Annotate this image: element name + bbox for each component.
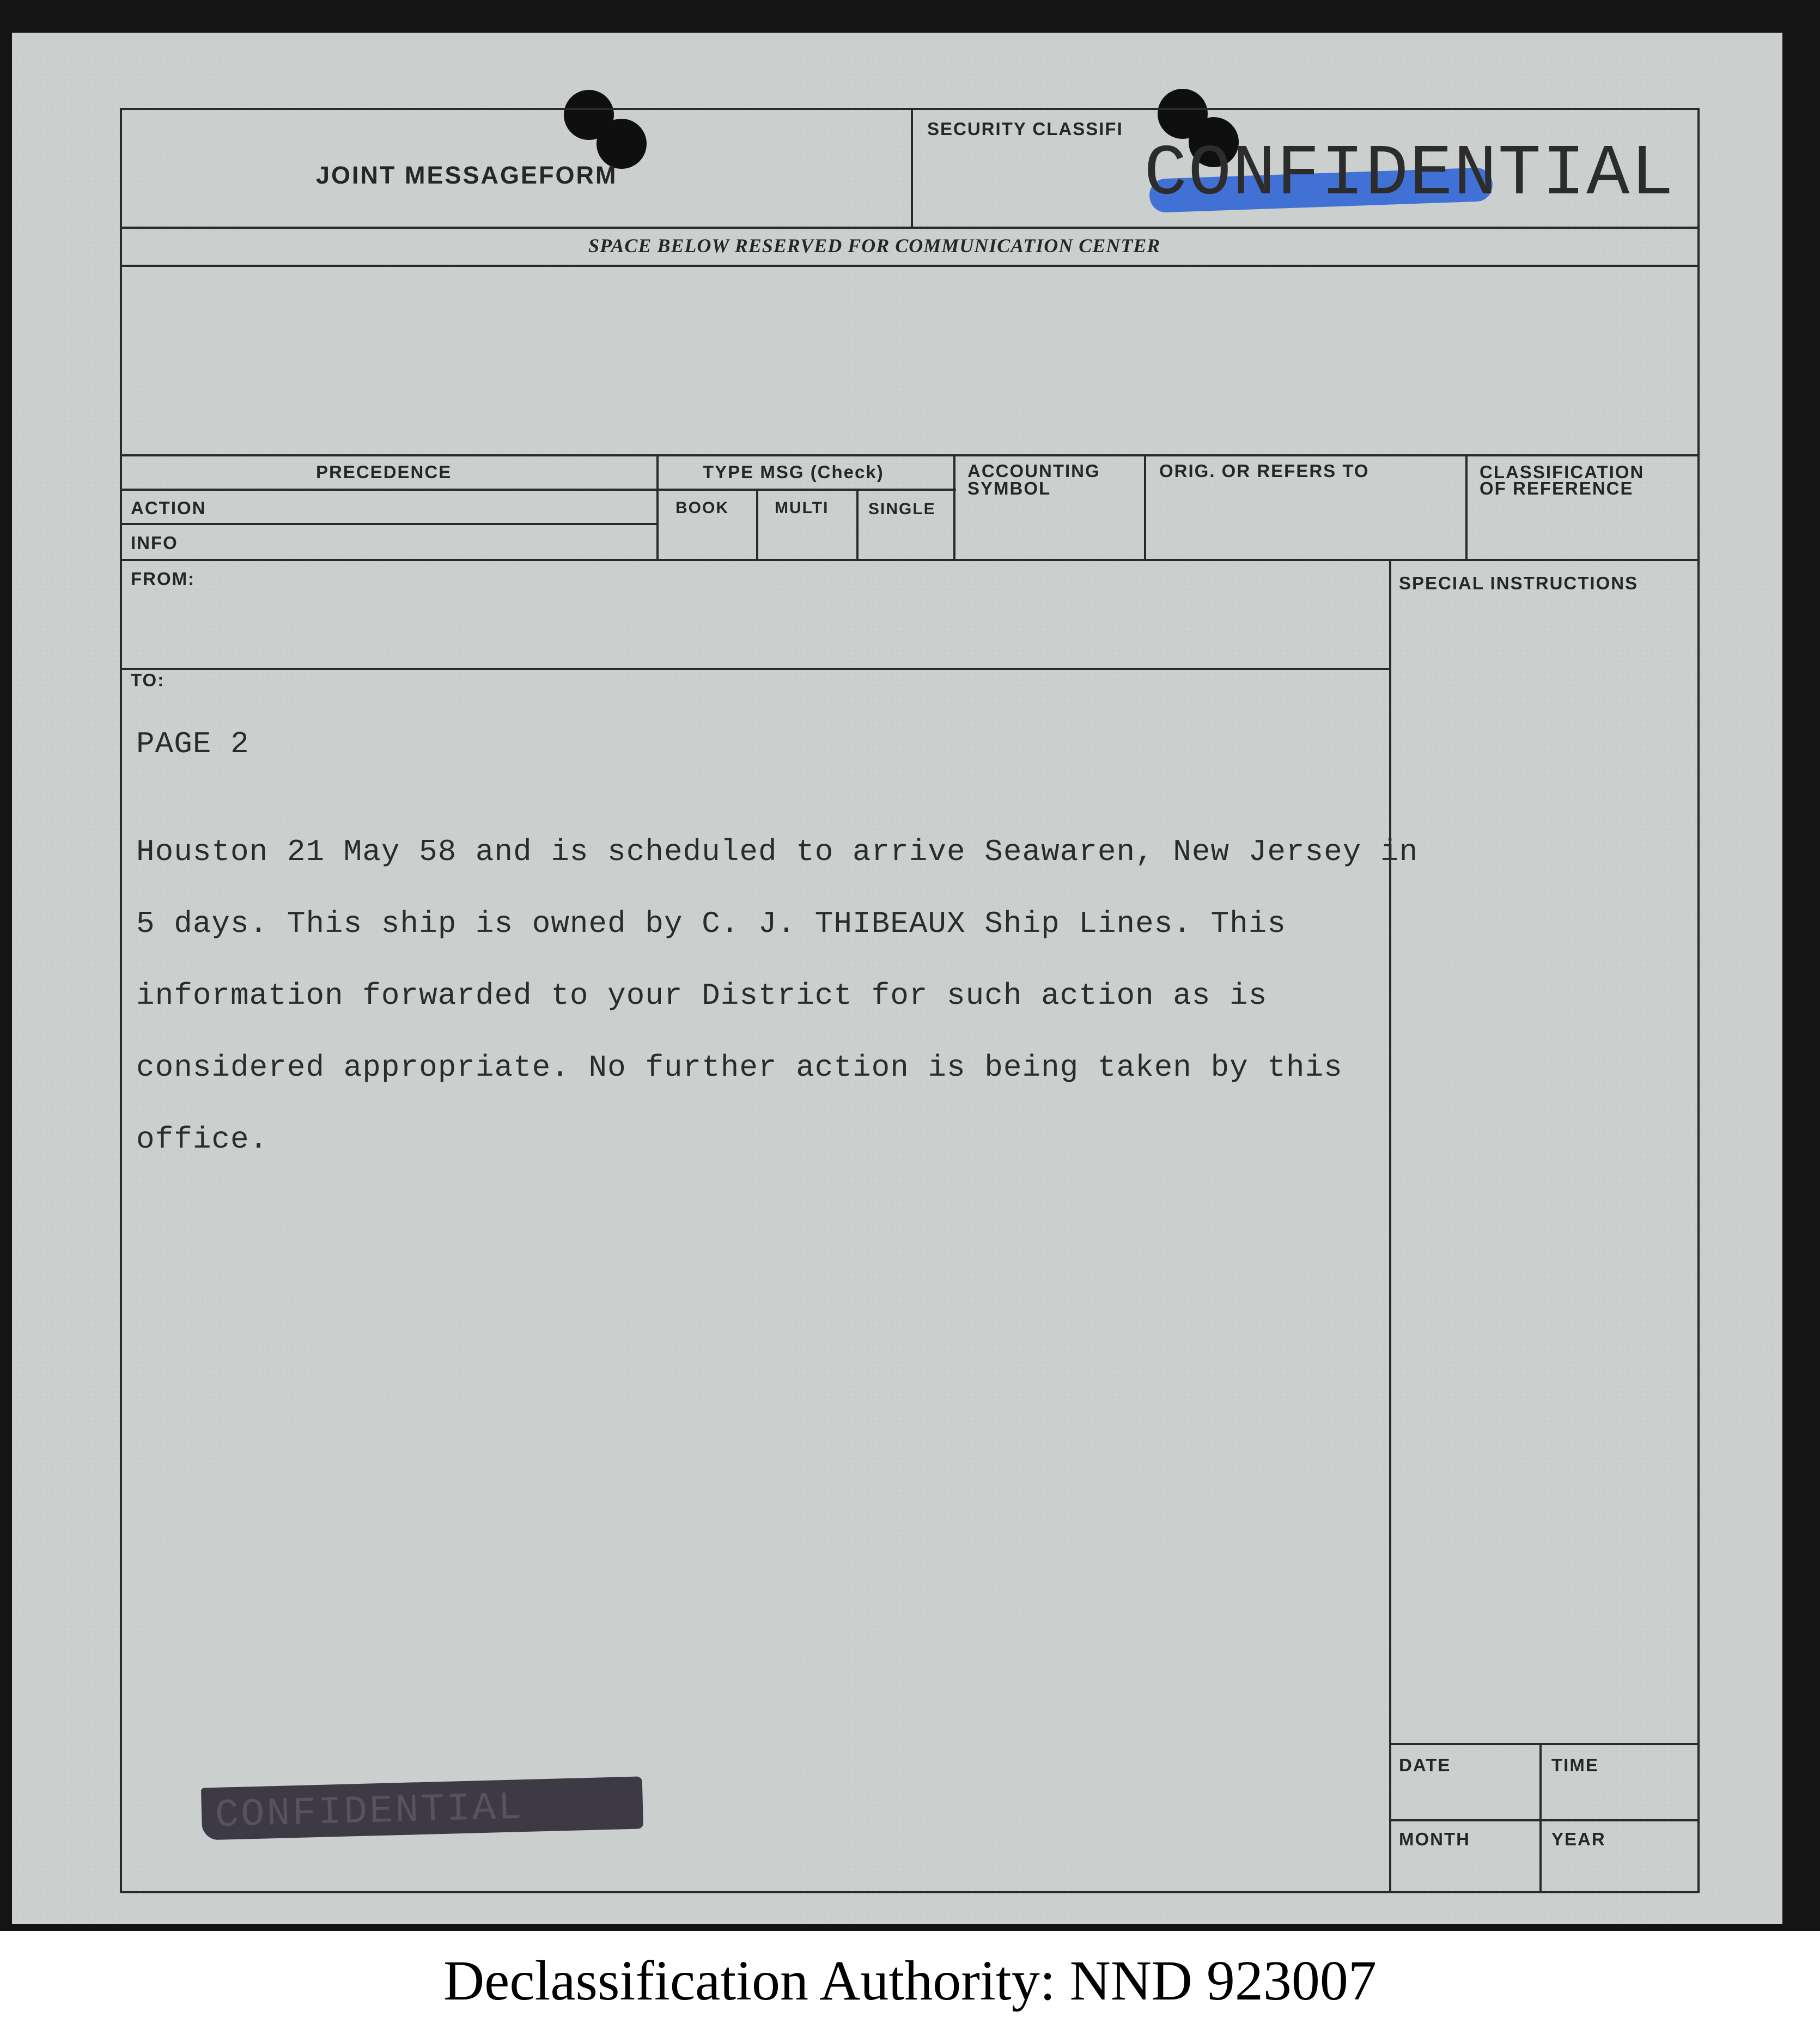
col-div-6 — [1465, 454, 1468, 561]
multi-label: MULTI — [775, 499, 829, 517]
precedence-top — [120, 454, 1700, 456]
special-divider — [1389, 559, 1391, 1893]
security-classification-label: SECURITY CLASSIFI — [927, 119, 1123, 139]
to-label: TO: — [131, 670, 165, 690]
accounting-symbol-label: SYMBOL — [967, 478, 1051, 498]
classification-ref-label: CLASSIFICATION — [1480, 462, 1645, 482]
precedence-label: PRECEDENCE — [316, 462, 452, 482]
col-div-5 — [1144, 454, 1146, 561]
comm-center-bottom — [120, 265, 1700, 267]
type-msg-label: TYPE MSG (Check) — [703, 462, 884, 482]
precedence-bottom — [120, 559, 1700, 561]
body-line: considered appropriate. No further action is being taken by this — [136, 1050, 1343, 1085]
form-title: JOINT MESSAGEFORM — [316, 161, 618, 189]
info-label: INFO — [131, 533, 178, 553]
frame-left — [120, 108, 122, 1893]
col-div-1 — [656, 454, 659, 561]
book-label: BOOK — [675, 499, 729, 517]
date-mid — [1389, 1819, 1700, 1821]
single-label: SINGLE — [868, 500, 936, 518]
from-bottom — [120, 668, 1391, 670]
body-line: 5 days. This ship is owned by C. J. THIBEAUX Ship Lines. This — [136, 906, 1286, 941]
bottom-stamp-text: CONFIDENTIAL — [215, 1785, 525, 1838]
col-div-3 — [856, 489, 859, 561]
classification-ref-label-2: OF REFERENCE — [1480, 478, 1634, 498]
header-divider — [911, 108, 913, 227]
classification-stamp: CONFIDENTIAL — [1144, 133, 1675, 215]
precedence-sub — [120, 489, 956, 491]
accounting-label: ACCOUNTING — [967, 461, 1100, 481]
year-label: YEAR — [1551, 1829, 1606, 1849]
date-label: DATE — [1399, 1755, 1451, 1775]
date-top — [1389, 1743, 1700, 1745]
frame-top — [120, 108, 1700, 110]
col-div-2 — [756, 489, 758, 561]
frame-bottom — [120, 1891, 1700, 1893]
body-line: Houston 21 May 58 and is scheduled to arrive Seawaren, New Jersey in — [136, 834, 1419, 869]
comm-center-label: SPACE BELOW RESERVED FOR COMMUNICATION CENTER — [588, 235, 1161, 257]
col-div-4 — [953, 454, 955, 561]
page-number: PAGE 2 — [136, 727, 249, 761]
orig-refers-label: ORIG. OR REFERS TO — [1159, 461, 1369, 481]
body-line: information forwarded to your District for such action as is — [136, 978, 1268, 1013]
time-label: TIME — [1551, 1755, 1599, 1775]
action-label: ACTION — [131, 498, 206, 518]
action-bottom — [120, 523, 656, 525]
from-label: FROM: — [131, 569, 196, 589]
declassification-footer: Declassification Authority: NND 923007 — [443, 1949, 1377, 2012]
header-bottom — [120, 227, 1700, 229]
frame-right — [1697, 108, 1700, 1893]
month-label: MONTH — [1399, 1829, 1470, 1849]
special-instructions-label: SPECIAL INSTRUCTIONS — [1399, 573, 1639, 593]
date-divider — [1539, 1743, 1542, 1893]
body-line: office. — [136, 1122, 269, 1157]
